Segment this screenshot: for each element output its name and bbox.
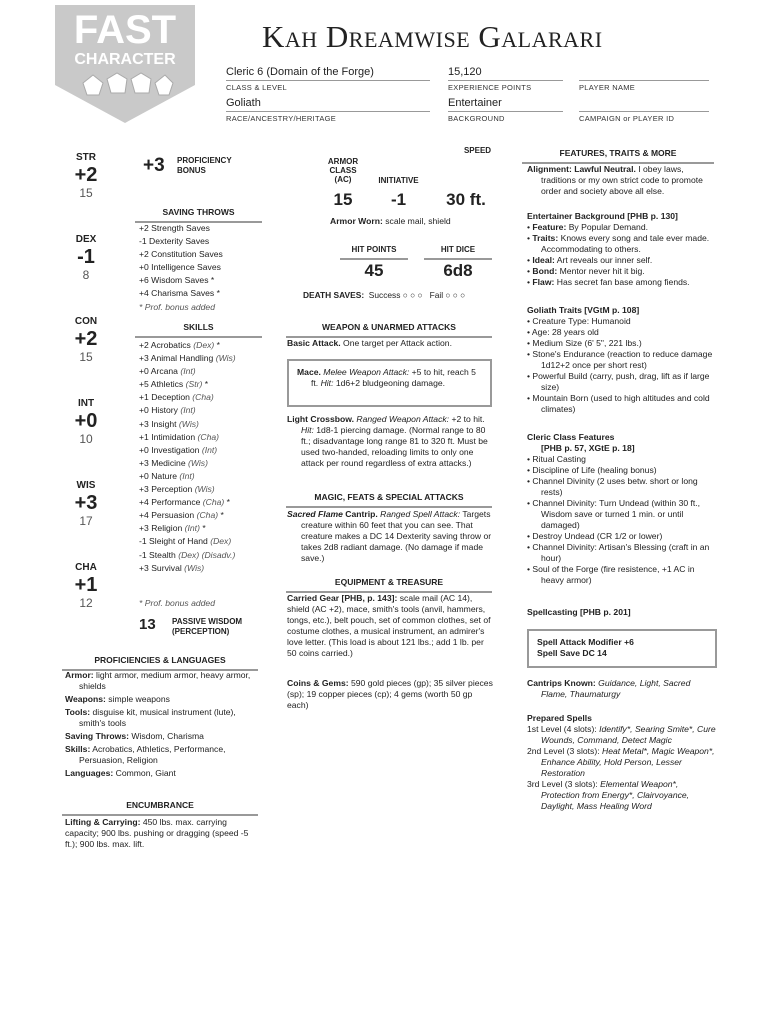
ability-score: 17: [79, 513, 93, 528]
goliath-traits-section: [527, 305, 717, 415]
initiative-value: -1: [390, 190, 407, 209]
ability-name: DEX: [75, 234, 97, 245]
cleric-item: • Soul of the Forge (fire resistence, +1 AC in heavy armor): [527, 564, 695, 585]
proficiencies-heading: PROFICIENCIES & LANGUAGES: [62, 655, 258, 671]
saving-throw-row: -1 Dexterity Saves: [139, 236, 210, 247]
magic-heading: MAGIC, FEATS & SPECIAL ATTACKS: [286, 492, 492, 508]
goliath-item: • Mountain Born (used to high altitudes and cold climates): [527, 393, 710, 414]
cleric-features-section: [527, 432, 717, 586]
bg-item: • Flaw: Has secret fan base among fiends.: [527, 277, 690, 287]
ability-name: WIS: [76, 480, 96, 491]
cleric-item: • Discipline of Life (healing bonus): [527, 465, 657, 475]
saving-throw-note: * Prof. bonus added: [139, 301, 215, 312]
skill-row-arcana: +0 Arcana (Int): [139, 366, 196, 377]
bg-item: • Feature: By Popular Demand.: [527, 222, 648, 232]
skill-row-perception: +3 Perception (Wis): [139, 484, 215, 495]
passive-wisdom-value: 13: [139, 616, 156, 633]
ability-mod: -1: [77, 245, 95, 268]
skill-row-intimidation: +1 Intimidation (Cha): [139, 431, 220, 442]
light-crossbow-attack: Light Crossbow. Ranged Weapon Attack: +2 to hit. Hit: 1d8-1 piercing damage. (Normal range to 80 ft.; disadvantage long range 81 to 320 ft. Must be used two-handed, reloading limits to only one attack per round regardless of extra attacks.): [287, 414, 488, 468]
race-value: Goliath: [226, 97, 430, 112]
speed-label: SPEED: [463, 146, 492, 155]
spell-attack-modifier: Spell Attack Modifier +6: [537, 637, 634, 647]
death-success-circles: ○ ○ ○: [402, 290, 423, 300]
logo-fast-text: FAST: [73, 8, 177, 52]
goliath-item: • Medium Size (6' 5", 221 lbs.): [527, 338, 642, 348]
bg-item: • Bond: Mentor never hit it big.: [527, 266, 645, 276]
armor-proficiency: Armor: light armor, medium armor, heavy armor, shields: [65, 670, 251, 691]
encumbrance-text: Lifting & Carrying: 450 lbs. max. carrying capacity; 900 lbs. pushing or dragging (speed -5 ft.); 900 lbs. max. lift.: [65, 817, 249, 849]
skill-row-athletics: +5 Athletics (Str) *: [139, 379, 209, 390]
xp-field: [448, 66, 563, 92]
spell-stats-box: [527, 629, 717, 668]
ability-wis: [60, 480, 112, 529]
cantrips-known: Cantrips Known: Guidance, Light, Sacred Flame, Thaumaturgy: [527, 678, 691, 699]
saving-throw-proficiency: Saving Throws: Wisdom, Charisma: [65, 731, 204, 741]
player-name-label: PLAYER NAME: [579, 83, 636, 92]
player-name-value: [579, 66, 709, 81]
hit-dice-label: HIT DICE: [424, 246, 492, 260]
tool-proficiency: Tools: disguise kit, musical instrument (lute), smith's tools: [65, 707, 236, 728]
proficiencies-block: [65, 670, 261, 779]
background-section: [527, 211, 717, 288]
coins-and-gems: Coins & Gems: 590 gold pieces (gp); 35 silver pieces (sp); 19 copper pieces (cp); 4 gems (worth 50 gp each): [287, 678, 493, 710]
ability-score: 15: [79, 185, 93, 200]
campaign-label: CAMPAIGN or PLAYER ID: [579, 114, 675, 123]
skill-row-investigation: +0 Investigation (Int): [139, 444, 218, 455]
mace-attack-box: [287, 359, 492, 407]
skills-list: [139, 339, 236, 575]
ability-score: 10: [79, 431, 93, 446]
initiative-label: INITIATIVE: [378, 176, 419, 185]
weapon-proficiency: Weapons: simple weapons: [65, 694, 170, 704]
saving-throw-row: +0 Intelligence Saves: [139, 262, 221, 273]
basic-attack: Basic Attack. One target per Attack action.: [287, 338, 452, 348]
passive-wisdom-label-line1: PASSIVE WISDOM: [172, 617, 243, 626]
skill-row-medicine: +3 Medicine (Wis): [139, 457, 208, 468]
character-name: Kah Dreamwise Galarari: [262, 19, 603, 54]
cleric-item: • Channel Divinity: Turn Undead (within 30 ft., Wisdom save or turned 1 min. or until damaged): [527, 498, 701, 530]
sacred-flame-cantrip: Sacred Flame Cantrip. Ranged Spell Attack: Targets creature within 60 feet that you can see. That creature makes a DC 14 Dexterity saving throw or takes 2d8 radiant damage. (No damage if made save.): [287, 509, 492, 563]
logo-character-text: CHARACTER: [74, 51, 176, 68]
saving-throws-heading: SAVING THROWS: [135, 207, 262, 223]
background-field: [448, 97, 563, 123]
ability-cha: [60, 562, 112, 611]
ability-mod: +3: [74, 491, 98, 514]
saving-throw-row: +6 Wisdom Saves *: [139, 275, 215, 286]
languages: Languages: Common, Giant: [65, 768, 176, 778]
ability-int: [60, 398, 112, 447]
ability-name: STR: [76, 152, 96, 163]
ability-mod: +2: [74, 163, 98, 186]
equipment-heading: EQUIPMENT & TREASURE: [286, 577, 492, 593]
goliath-item: • Powerful Build (carry, push, drag, lift as if large size): [527, 371, 710, 392]
skill-row-religion: +3 Religion (Int) *: [139, 523, 206, 534]
cleric-item: • Destroy Undead (CR 1/2 or lower): [527, 531, 663, 541]
skill-row-persuasion: +4 Persuasion (Cha) *: [139, 510, 224, 521]
skill-row-acrobatics: +2 Acrobatics (Dex) *: [139, 340, 220, 350]
ability-score: 12: [79, 595, 93, 610]
ability-str: [60, 152, 112, 201]
ability-score: 15: [79, 349, 93, 364]
ability-con: [60, 316, 112, 365]
spell-level-3: 3rd Level (3 slots): Elemental Weapon*, Protection from Energy*, Clairvoyance, Daylight, Mass Healing Word: [527, 779, 690, 811]
armor-class-label: ARMOR CLASS (AC): [327, 157, 359, 184]
saving-throw-row: +4 Charisma Saves *: [139, 288, 220, 299]
class-level-value: Cleric 6 (Domain of the Forge): [226, 66, 430, 81]
skill-row-insight: +3 Insight (Wis): [139, 418, 199, 429]
skill-row-nature: +0 Nature (Int): [139, 470, 195, 481]
xp-label: EXPERIENCE POINTS: [448, 83, 532, 92]
proficiency-label-line2: BONUS: [177, 165, 206, 175]
features-heading: FEATURES, TRAITS & MORE: [522, 148, 714, 164]
race-label: RACE/ANCESTRY/HERITAGE: [226, 114, 337, 123]
skill-row-animal-handling: +3 Animal Handling (Wis): [139, 353, 236, 364]
ability-name: CHA: [75, 562, 97, 573]
ability-mod: +1: [74, 573, 98, 596]
campaign-field: [579, 97, 709, 123]
proficiency-value: +3: [143, 155, 165, 176]
skill-row-deception: +1 Deception (Cha): [139, 392, 214, 403]
goliath-item: • Age: 28 years old: [527, 327, 599, 337]
ability-mod: +0: [74, 409, 98, 432]
skills-heading: SKILLS: [135, 322, 262, 338]
ability-mod: +2: [74, 327, 98, 350]
campaign-value: [579, 97, 709, 112]
goliath-item: • Stone's Endurance (reaction to reduce damage 1d12+2 once per short rest): [527, 349, 713, 370]
prepared-spells-title: Prepared Spells: [527, 713, 592, 723]
skill-row-stealth: -1 Stealth (Dex) (Disadv.): [139, 549, 236, 560]
passive-wisdom-label: [172, 617, 242, 636]
death-saves: DEATH SAVES: Success ○ ○ ○ Fail ○ ○ ○: [303, 290, 466, 300]
speed-value: 30 ft.: [446, 190, 486, 209]
class-level-field: [226, 66, 430, 92]
saving-throw-row: +2 Constitution Saves: [139, 249, 223, 260]
armor-worn: Armor Worn: scale mail, shield: [330, 216, 451, 226]
player-name-field: [579, 66, 709, 92]
skill-row-survival: +3 Survival (Wis): [139, 562, 205, 573]
hit-points-value: 45: [364, 261, 384, 280]
cleric-ref: [PHB p. 57, XGtE p. 18]: [541, 443, 635, 453]
proficiency-label: [177, 156, 232, 175]
death-fail-circles: ○ ○ ○: [445, 290, 466, 300]
goliath-item: • Creature Type: Humanoid: [527, 316, 631, 326]
ability-score: 8: [82, 267, 90, 282]
bg-item: • Ideal: Art reveals our inner self.: [527, 255, 653, 265]
prepared-spells: [527, 713, 717, 812]
skill-row-history: +0 History (Int): [139, 405, 196, 416]
spell-level-1: 1st Level (4 slots): Identify*, Searing Smite*, Cure Wounds, Command, Detect Magic: [527, 724, 716, 745]
attacks-heading: WEAPON & UNARMED ATTACKS: [286, 322, 492, 338]
carried-gear: Carried Gear [PHB, p. 143]: scale mail (AC 14), shield (AC +2), mace, smith's tools (anvil, hammers, tongs, etc.), belt pouch, set of common clothes, set of costume clothes, a musical instrument, an admirer's love letter. (This load is about 121 lbs.; add 1 lb. per 50 coins carried.): [287, 593, 491, 658]
proficiency-label-line1: PROFICIENCY: [177, 156, 232, 165]
spellcasting-title: Spellcasting [PHB p. 201]: [527, 607, 631, 617]
class-level-label: CLASS & LEVEL: [226, 83, 288, 92]
cleric-item: • Channel Divinity: Artisan's Blessing (craft in an hour): [527, 542, 710, 563]
encumbrance-heading: ENCUMBRANCE: [62, 800, 258, 816]
skill-row-performance: +4 Performance (Cha) *: [139, 497, 231, 508]
ability-name: INT: [77, 398, 95, 409]
saving-throw-row: +2 Strength Saves: [139, 223, 210, 233]
spell-save-dc: Spell Save DC 14: [537, 648, 607, 659]
hit-dice-value: 6d8: [443, 261, 473, 280]
cleric-title: Cleric Class Features: [527, 432, 615, 442]
cleric-item: • Ritual Casting: [527, 454, 586, 464]
bg-item: • Traits: Knows every song and tale ever made. Accommodating to others.: [527, 233, 710, 254]
armor-class-value: 15: [333, 190, 353, 209]
race-field: [226, 97, 430, 123]
skill-row-sleight-of-hand: -1 Sleight of Hand (Dex): [139, 536, 232, 547]
ability-name: CON: [74, 316, 98, 327]
fast-character-logo: [55, 5, 195, 123]
alignment: Alignment: Lawful Neutral. I obey laws, traditions or my own strict code to promote order and society above all else.: [527, 164, 703, 196]
cleric-item: • Channel Divinity (2 uses betw. short or long rests): [527, 476, 698, 497]
goliath-title: Goliath Traits [VGtM p. 108]: [527, 305, 640, 315]
mace-attack: Mace. Melee Weapon Attack: +5 to hit, reach 5 ft. Hit: 1d6+2 bludgeoning damage.: [297, 367, 476, 388]
skill-proficiency: Skills: Acrobatics, Athletics, Performance, Persuasion, Religion: [65, 744, 226, 765]
xp-value: 15,120: [448, 66, 563, 81]
saving-throws-list: [139, 222, 223, 314]
hit-points-label: HIT POINTS: [340, 246, 408, 260]
background-title: Entertainer Background [PHB p. 130]: [527, 211, 678, 221]
ability-dex: [60, 234, 112, 283]
background-label: BACKGROUND: [448, 114, 505, 123]
spell-level-2: 2nd Level (3 slots): Heat Metal*, Magic Weapon*, Enhance Ability, Hold Person, Lesser Restoration: [527, 746, 715, 778]
passive-wisdom-label-line2: (PERCEPTION): [172, 626, 230, 636]
skills-note: * Prof. bonus added: [139, 598, 215, 608]
background-value: Entertainer: [448, 97, 563, 112]
